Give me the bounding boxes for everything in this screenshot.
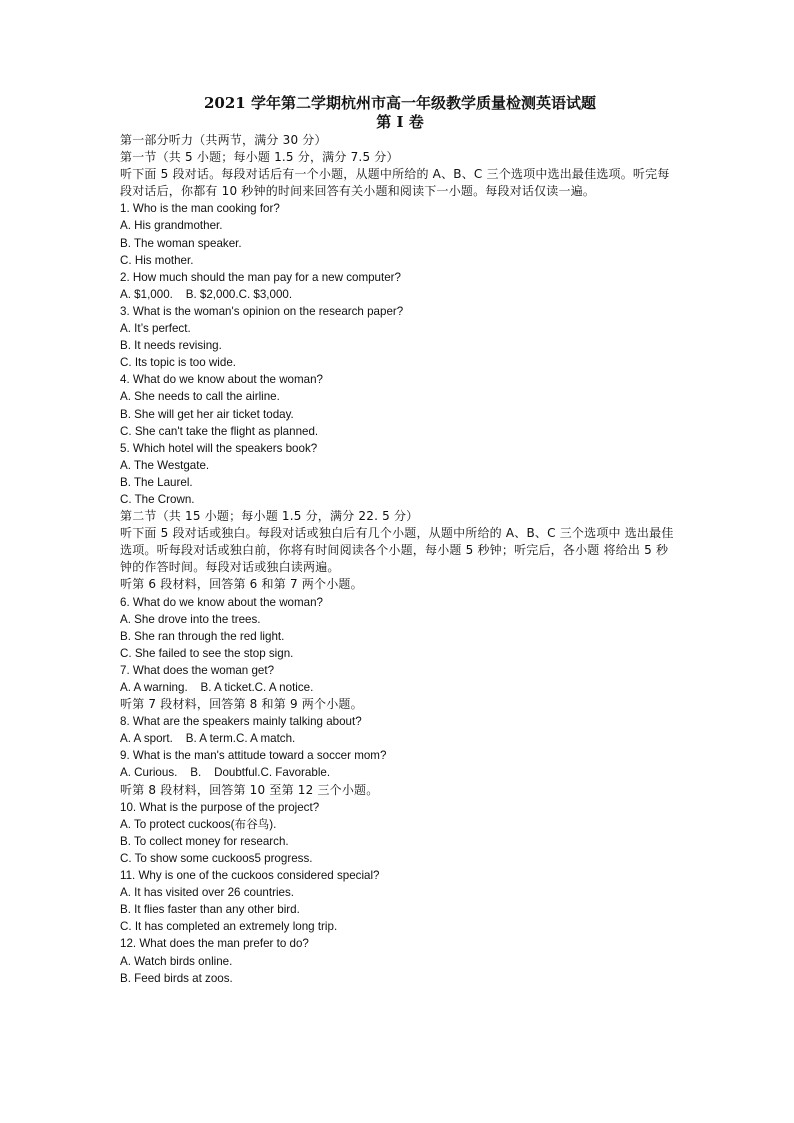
section-instruction: 第二节（共 15 小题；每小题 1.5 分，满分 22. 5 分） [120, 509, 419, 524]
question-line: B. It flies faster than any other bird. [120, 903, 300, 917]
question-line: A. It’s perfect. [120, 322, 191, 336]
exam-page [120, 94, 680, 987]
question-line: C. To show some cuckoos5 progress. [120, 851, 313, 865]
question-line: B. She will get her air ticket today. [120, 407, 294, 421]
question-line: C. She failed to see the stop sign. [120, 646, 294, 660]
section-instruction: 第一部分听力（共两节，满分 30 分） [120, 133, 327, 147]
section-instruction: 听第 7 段材料，回答第 8 和第 9 两个小题。 [120, 697, 363, 712]
exam-title: 2021 学年第二学期杭州市高一年级教学质量检测英语试题 [204, 94, 596, 112]
section-instruction: 听第 6 段材料，回答第 6 和第 7 两个小题。 [120, 577, 363, 592]
question-line: A. It has visited over 26 countries. [120, 886, 294, 900]
question-line: A. Curious. B. Doubtful.C. Favorable. [120, 766, 331, 780]
question-line: A. Watch birds online. [120, 954, 233, 968]
question-line: B. She ran through the red light. [120, 629, 285, 643]
volume-label: 第 I 卷 [376, 113, 424, 131]
question-line: C. She can't take the flight as planned. [120, 424, 319, 438]
question-line: B. Feed birds at zoos. [120, 971, 233, 985]
question-line: C. It has completed an extremely long trip. [120, 920, 338, 934]
question-line: B. The Laurel. [120, 475, 193, 489]
question-line: 3. What is the woman's opinion on the research paper? [120, 304, 404, 318]
question-line: A. A sport. B. A term.C. A match. [120, 732, 296, 746]
question-line: A. $1,000. B. $2,000.C. $3,000. [120, 287, 293, 301]
section-instruction: 听下面 5 段对话。每段对话后有一个小题，从题中所给的 A、B、C 三个选项中选出最佳选项。听完每段对话后，你都有 10 秒钟的时间来回答有关小题和阅读下一小题。每段对话仅读一遍。 [120, 167, 670, 199]
question-line: C. Its topic is too wide. [120, 356, 236, 370]
question-line: 8. What are the speakers mainly talking about? [120, 715, 362, 729]
question-line: 4. What do we know about the woman? [120, 373, 324, 387]
question-line: 6. What do we know about the woman? [120, 595, 324, 609]
question-line: 5. Which hotel will the speakers book? [120, 441, 318, 455]
question-line: A. To protect cuckoos(布谷鸟). [120, 817, 277, 831]
question-line: 2. How much should the man pay for a new computer? [120, 270, 401, 284]
question-line: A. The Westgate. [120, 458, 210, 472]
question-line: C. The Crown. [120, 492, 195, 506]
question-line: A. She drove into the trees. [120, 612, 261, 626]
section-instruction: 第一节（共 5 小题；每小题 1.5 分，满分 7.5 分） [120, 150, 399, 165]
question-line: C. His mother. [120, 253, 194, 267]
question-line: B. The woman speaker. [120, 236, 242, 250]
question-line: A. A warning. B. A ticket.C. A notice. [120, 681, 314, 694]
question-line: A. His grandmother. [120, 219, 223, 233]
question-line: B. To collect money for research. [120, 834, 289, 848]
question-line: B. It needs revising. [120, 339, 222, 353]
question-line: 11. Why is one of the cuckoos considered special? [120, 869, 380, 883]
question-line: A. She needs to call the airline. [120, 390, 280, 404]
question-line: 9. What is the man's attitude toward a soccer mom? [120, 749, 387, 763]
section-instruction: 听下面 5 段对话或独白。每段对话或独白后有几个小题，从题中所给的 A、B、C 三个选项中 选出最佳选项。听每段对话或独白前，你将有时间阅读各个小题，每小题 5 秒钟；听完后，各小题 将给出 5 秒钟的作答时间。每段对话或独白读两遍。 [120, 526, 674, 575]
exam-body [120, 132, 680, 987]
question-line: 7. What does the woman get? [120, 663, 275, 677]
question-line: 1. Who is the man cooking for? [120, 202, 280, 216]
question-line: 12. What does the man prefer to do? [120, 937, 309, 951]
section-instruction: 听第 8 段材料，回答第 10 至第 12 三个小题。 [120, 782, 379, 797]
question-line: 10. What is the purpose of the project? [120, 800, 320, 814]
